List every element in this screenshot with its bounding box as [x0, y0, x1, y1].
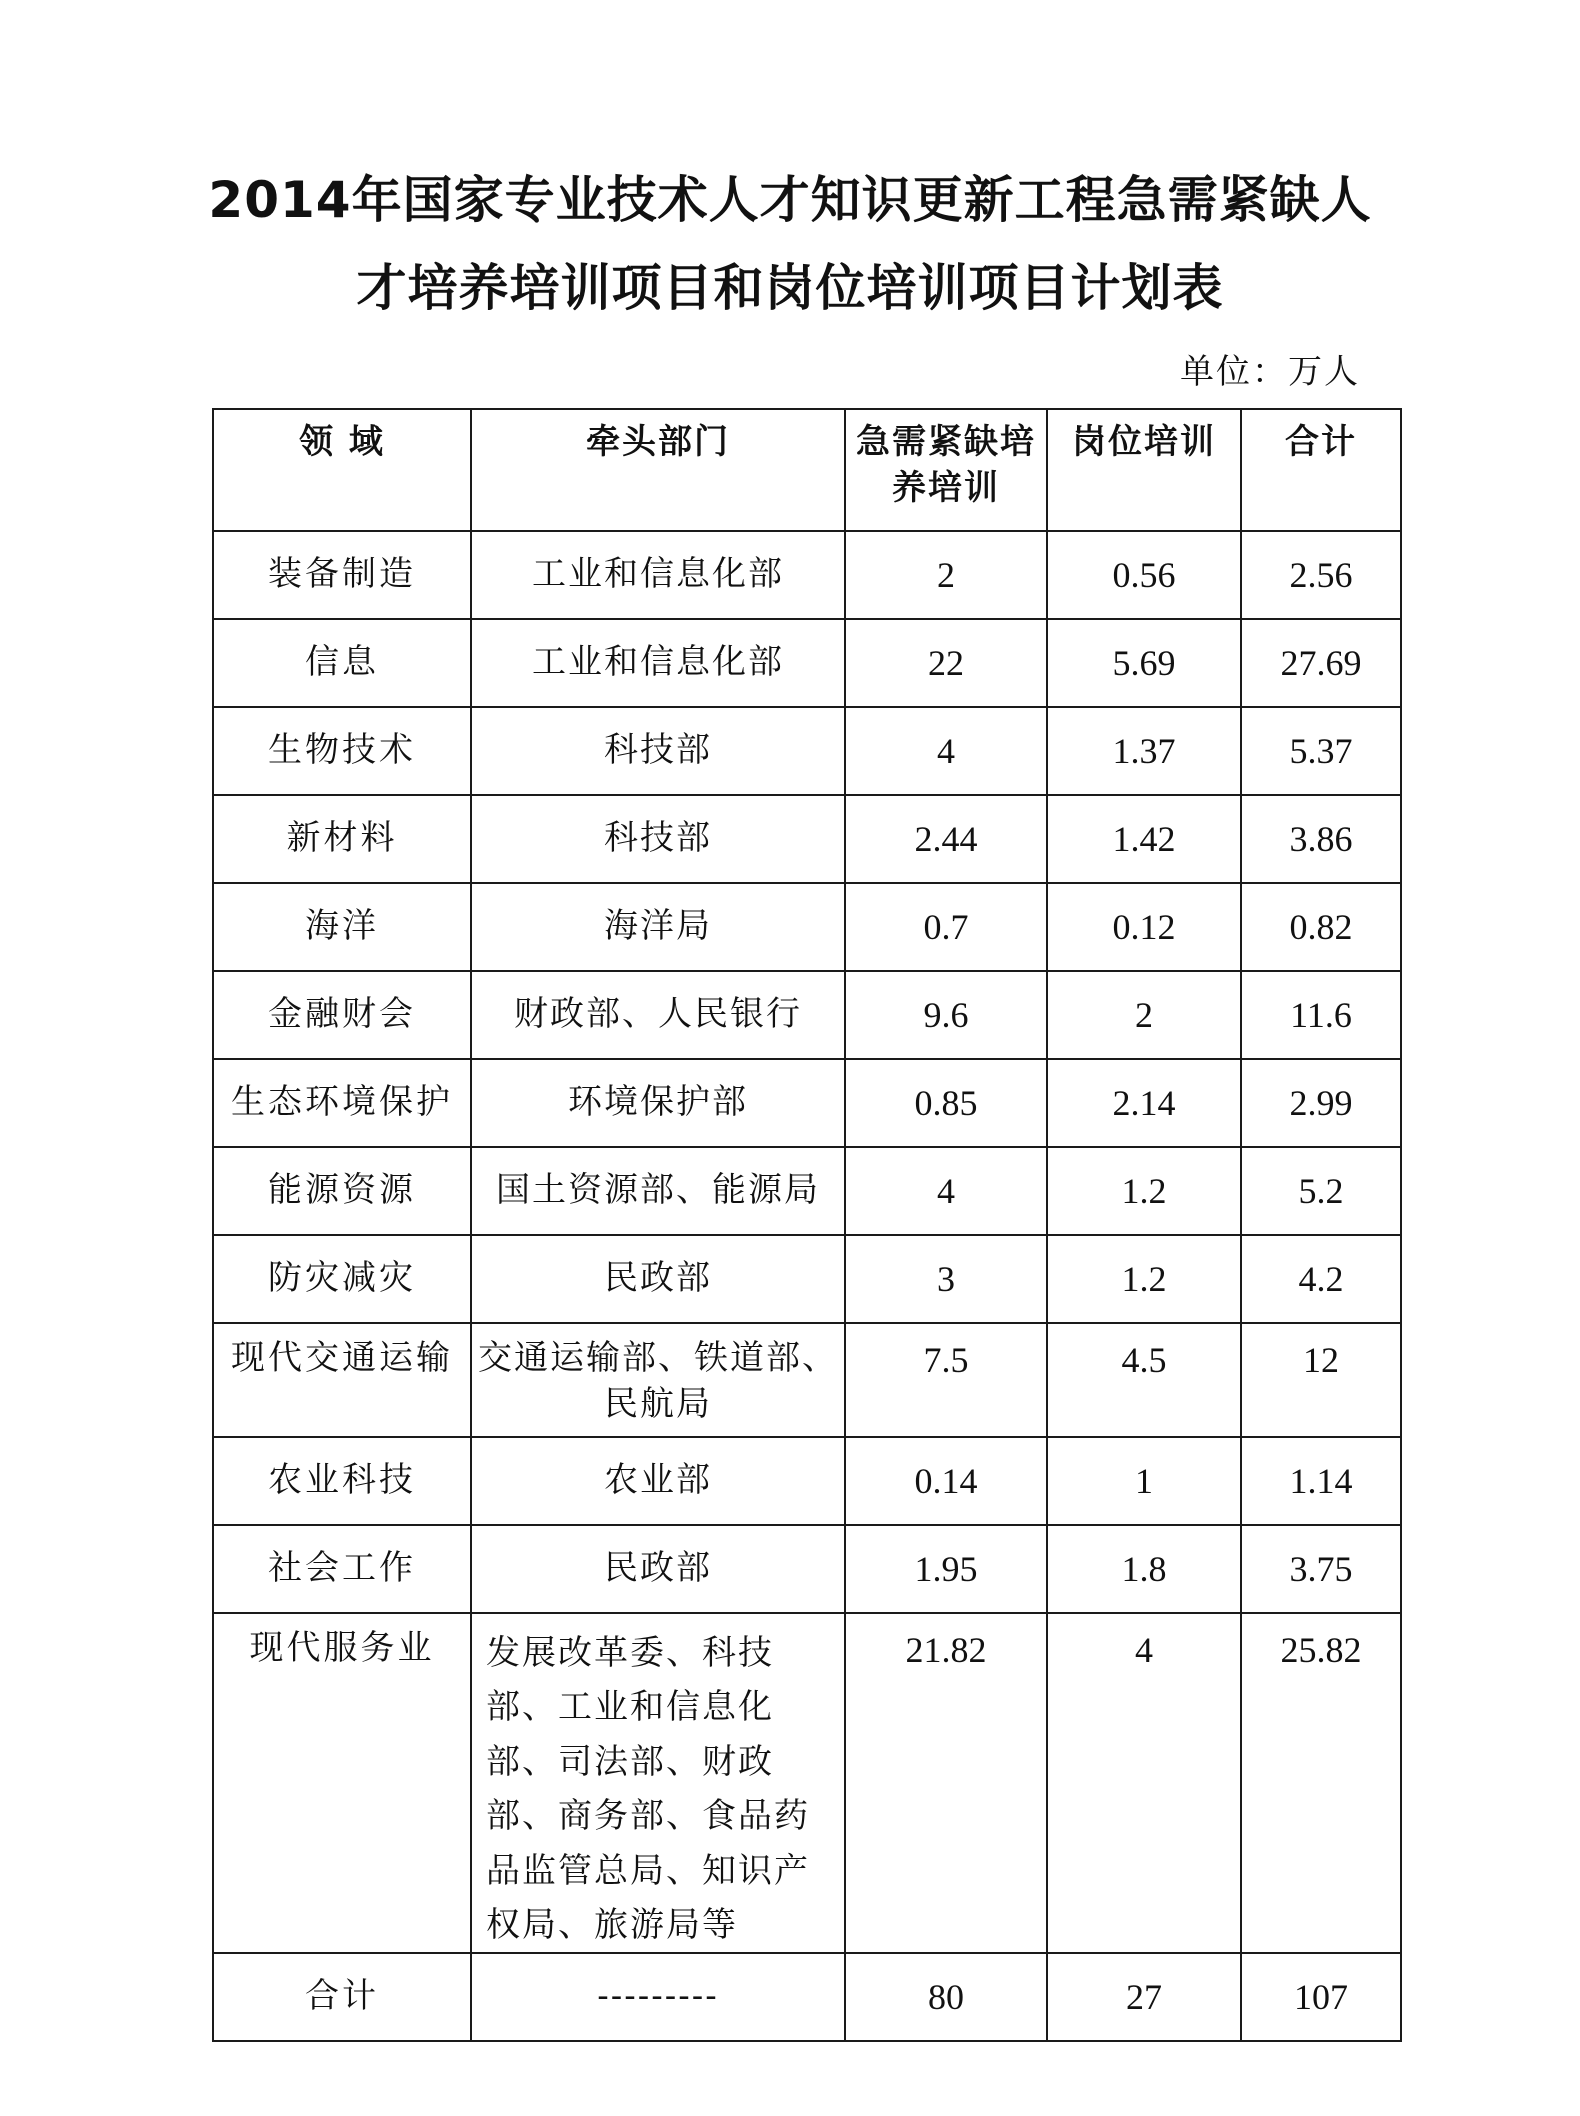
header-urgent: 急需紧缺培养培训 — [845, 409, 1047, 531]
table-row — [213, 1525, 1401, 1613]
cell-urgent: 1.95 — [845, 1525, 1047, 1613]
table-row — [213, 1059, 1401, 1147]
cell-dept: 工业和信息化部 — [471, 619, 845, 707]
cell-total-urgent: 80 — [845, 1953, 1047, 2041]
cell-urgent: 2.44 — [845, 795, 1047, 883]
cell-field: 新材料 — [213, 795, 471, 883]
table-row — [213, 619, 1401, 707]
cell-urgent: 9.6 — [845, 971, 1047, 1059]
cell-total-label: 合计 — [213, 1953, 471, 2041]
cell-field: 信息 — [213, 619, 471, 707]
cell-field: 装备制造 — [213, 531, 471, 619]
cell-dept: 环境保护部 — [471, 1059, 845, 1147]
cell-dept: 科技部 — [471, 707, 845, 795]
cell-post: 1.42 — [1047, 795, 1241, 883]
cell-total: 4.2 — [1241, 1235, 1401, 1323]
table-row — [213, 1235, 1401, 1323]
cell-total: 3.86 — [1241, 795, 1401, 883]
table-row — [213, 971, 1401, 1059]
cell-urgent: 0.7 — [845, 883, 1047, 971]
cell-dept: 民政部 — [471, 1525, 845, 1613]
cell-total: 27.69 — [1241, 619, 1401, 707]
plan-table — [212, 408, 1402, 2042]
cell-total: 5.2 — [1241, 1147, 1401, 1235]
header-field: 领 域 — [213, 409, 471, 531]
header-post: 岗位培训 — [1047, 409, 1241, 531]
cell-field: 生态环境保护 — [213, 1059, 471, 1147]
cell-urgent: 0.85 — [845, 1059, 1047, 1147]
cell-urgent: 4 — [845, 707, 1047, 795]
cell-dept: 交通运输部、铁道部、民航局 — [471, 1323, 845, 1437]
cell-post: 1.2 — [1047, 1235, 1241, 1323]
cell-dept: 工业和信息化部 — [471, 531, 845, 619]
table-row — [213, 1437, 1401, 1525]
table-row — [213, 1323, 1401, 1437]
header-total: 合计 — [1241, 409, 1401, 531]
table-row — [213, 795, 1401, 883]
cell-field: 农业科技 — [213, 1437, 471, 1525]
cell-post: 1.2 — [1047, 1147, 1241, 1235]
cell-post: 4 — [1047, 1613, 1241, 1953]
cell-urgent: 7.5 — [845, 1323, 1047, 1437]
cell-dept: 国土资源部、能源局 — [471, 1147, 845, 1235]
cell-urgent: 0.14 — [845, 1437, 1047, 1525]
cell-total: 1.14 — [1241, 1437, 1401, 1525]
cell-dept: 科技部 — [471, 795, 845, 883]
cell-total: 5.37 — [1241, 707, 1401, 795]
cell-field: 现代交通运输 — [213, 1323, 471, 1437]
cell-urgent: 21.82 — [845, 1613, 1047, 1953]
cell-urgent: 22 — [845, 619, 1047, 707]
cell-total: 0.82 — [1241, 883, 1401, 971]
cell-field: 金融财会 — [213, 971, 471, 1059]
cell-field: 社会工作 — [213, 1525, 471, 1613]
table-row — [213, 531, 1401, 619]
table-total-row — [213, 1953, 1401, 2041]
unit-label: 单位：万人 — [1180, 352, 1360, 392]
cell-total: 2.56 — [1241, 531, 1401, 619]
cell-post: 1.37 — [1047, 707, 1241, 795]
cell-post: 4.5 — [1047, 1323, 1241, 1437]
cell-dept: 农业部 — [471, 1437, 845, 1525]
document-title-line-2: 才培养培训项目和岗位培训项目计划表 — [356, 259, 1224, 317]
table-row — [213, 1613, 1401, 1953]
cell-total: 12 — [1241, 1323, 1401, 1437]
cell-urgent: 2 — [845, 531, 1047, 619]
cell-post: 0.56 — [1047, 531, 1241, 619]
cell-total-post: 27 — [1047, 1953, 1241, 2041]
cell-field: 生物技术 — [213, 707, 471, 795]
cell-post: 1.8 — [1047, 1525, 1241, 1613]
cell-total: 3.75 — [1241, 1525, 1401, 1613]
table-row — [213, 1147, 1401, 1235]
cell-total: 25.82 — [1241, 1613, 1401, 1953]
table-header-row — [213, 409, 1401, 531]
cell-total: 2.99 — [1241, 1059, 1401, 1147]
table-row — [213, 707, 1401, 795]
cell-urgent: 4 — [845, 1147, 1047, 1235]
cell-post: 5.69 — [1047, 619, 1241, 707]
cell-field: 防灾减灾 — [213, 1235, 471, 1323]
cell-post: 2 — [1047, 971, 1241, 1059]
cell-post: 0.12 — [1047, 883, 1241, 971]
cell-field: 海洋 — [213, 883, 471, 971]
cell-dept: 民政部 — [471, 1235, 845, 1323]
cell-dept: 海洋局 — [471, 883, 845, 971]
document-title-line-1: 2014年国家专业技术人才知识更新工程急需紧缺人 — [208, 171, 1372, 229]
header-dept: 牵头部门 — [471, 409, 845, 531]
cell-field: 能源资源 — [213, 1147, 471, 1235]
cell-total-sum: 107 — [1241, 1953, 1401, 2041]
cell-dept: 财政部、人民银行 — [471, 971, 845, 1059]
cell-urgent: 3 — [845, 1235, 1047, 1323]
cell-total: 11.6 — [1241, 971, 1401, 1059]
cell-post: 2.14 — [1047, 1059, 1241, 1147]
cell-field: 现代服务业 — [213, 1613, 471, 1953]
cell-total-dept: --------- — [471, 1953, 845, 2041]
cell-dept: 发展改革委、科技部、工业和信息化部、司法部、财政部、商务部、食品药品监管总局、知识产权局、旅游局等 — [471, 1613, 845, 1953]
cell-post: 1 — [1047, 1437, 1241, 1525]
table-row — [213, 883, 1401, 971]
